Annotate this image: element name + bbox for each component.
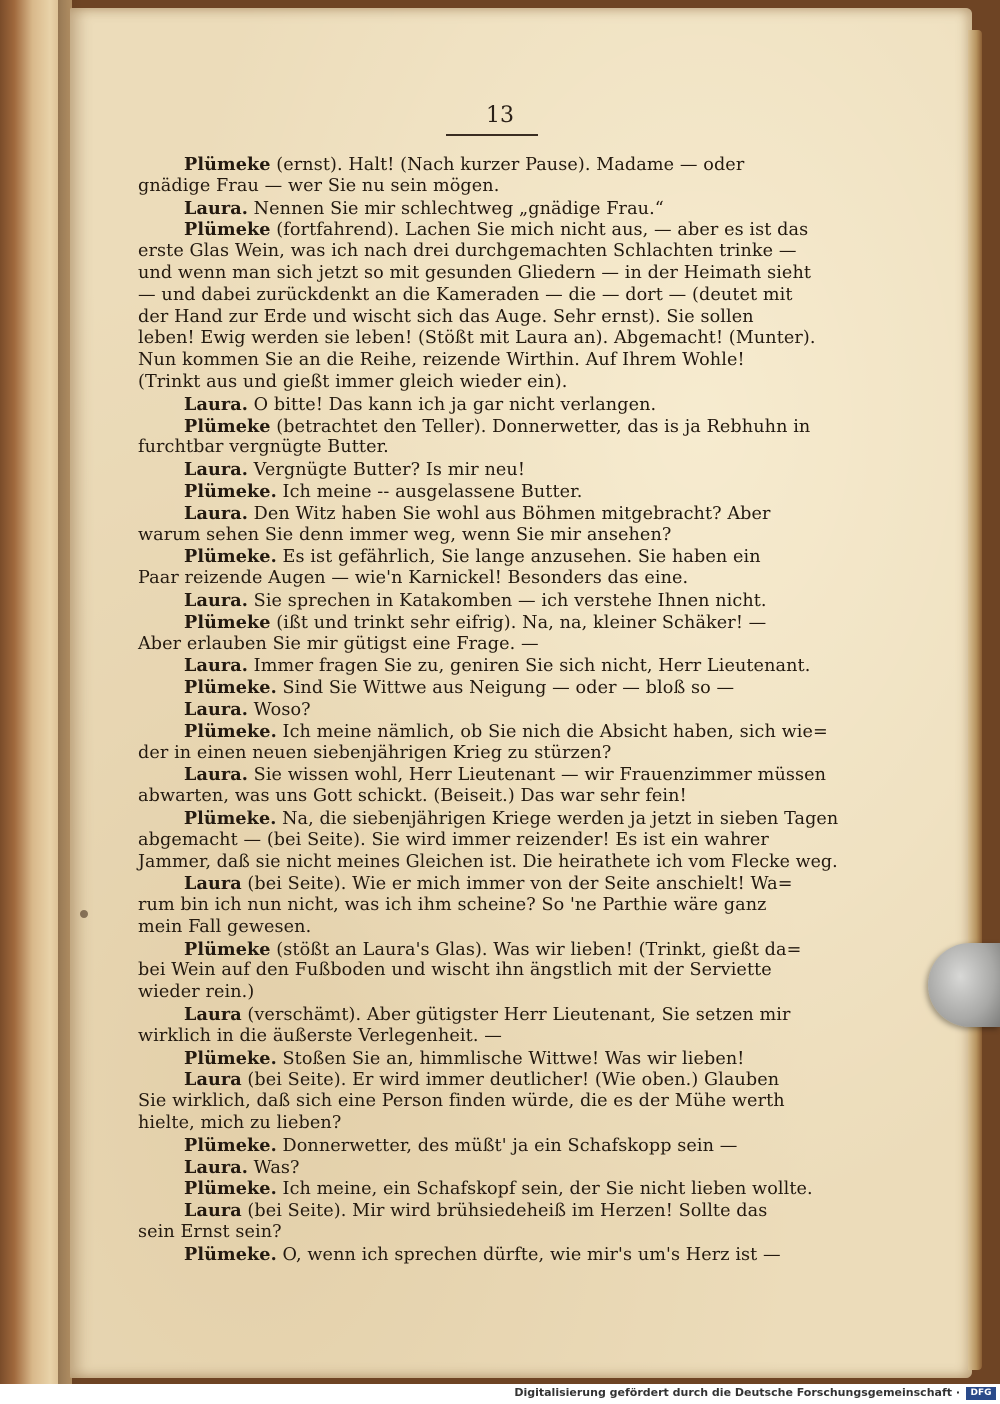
text-line [138,764,838,786]
text-line [138,1200,838,1222]
text-line [138,1178,838,1200]
line-text: der Hand zur Erde und wischt sich das Auge. Sehr ernst). Sie sollen [138,306,754,327]
speaker-name: Laura [184,873,242,895]
line-text: Woso? [247,699,311,720]
line-text: (bei Seite). Mir wird brühsiedeheiß im Herzen! Sollte das [241,1201,768,1222]
line-text: Vergnügte Butter? Is mir neu! [247,460,526,481]
text-line [138,328,838,350]
line-text: Was? [247,1157,300,1178]
speaker-name: Laura. [184,197,248,219]
line-text: Ich meine, ein Schafskopf sein, der Sie nicht lieben wollte. [276,1179,813,1200]
line-text: abgemacht — (bei Seite). Sie wird immer reizender! Es ist ein wahrer [138,829,769,850]
text-line [138,307,838,329]
line-text: (Trinkt aus und gießt immer gleich wieder ein). [138,371,568,392]
speaker-name: Laura [184,1004,242,1026]
line-text: hielte, mich zu lieben? [138,1113,342,1134]
line-text: warum sehen Sie denn immer weg, wenn Sie mir ansehen? [138,524,672,545]
speaker-name: Laura. [184,393,248,415]
page-number: 13 [486,103,514,128]
text-line [138,285,838,307]
line-text: sein Ernst sein? [138,1222,282,1243]
line-text: wirklich in die äußerste Verlegenheit. — [138,1025,502,1046]
line-text: wieder rein.) [138,982,255,1003]
line-text: (ißt und trinkt sehr eifrig). Na, na, kleiner Schäker! — [270,612,767,633]
line-text: O bitte! Das kann ich ja gar nicht verlangen. [247,394,657,415]
speaker-name: Plümeke. [184,1047,277,1069]
line-text: (fortfahrend). Lachen Sie mich nicht aus, — aber es ist das [270,220,809,241]
text-line [138,873,838,895]
speaker-name: Plümeke [184,611,271,633]
line-text: Den Witz haben Sie wohl aus Böhmen mitgebracht? Aber [247,503,771,524]
speaker-name: Laura. [184,764,248,786]
line-text: Sie sprechen in Katakomben — ich verstehe Ihnen nicht. [247,590,767,611]
line-text: bei Wein auf den Fußboden und wischt ihn ängstlich mit der Serviette [138,960,772,981]
page-number-rule [446,134,538,136]
text-line [138,437,838,459]
text-line [138,743,838,765]
line-text: (ernst). Halt! (Nach kurzer Pause). Madame — oder [270,155,745,175]
line-text: Es ist gefährlich, Sie lange anzusehen. Sie haben ein [276,547,761,568]
line-text: der in einen neuen siebenjährigen Krieg zu stürzen? [138,742,612,763]
text-line [138,1135,838,1157]
speaker-name: Plümeke [184,154,271,175]
line-text: (stößt an Laura's Glas). Was wir lieben! (Trinkt, gießt da= [270,939,802,960]
text-line [138,241,838,263]
line-text: und wenn man sich jetzt so mit gesunden Gliedern — in der Heimath sieht [138,262,812,283]
text-line [138,568,838,590]
text-line [138,1244,838,1266]
speaker-name: Plümeke. [184,677,277,699]
text-line [138,1222,838,1244]
speaker-name: Plümeke [184,938,271,960]
text-line [138,1026,838,1048]
line-text: gnädige Frau — wer Sie nu sein mögen. [138,175,500,196]
line-text: erste Glas Wein, was ich nach drei durchgemachten Schlachten trinke — [138,241,797,262]
line-text: — und dabei zurückdenkt an die Kameraden — die — dort — (deutet mit [138,284,793,305]
speaker-name: Plümeke. [184,546,277,568]
line-text: Ich meine -- ausgelassene Butter. [276,481,583,502]
speaker-name: Plümeke. [184,1243,277,1265]
text-line [138,917,838,939]
text-line [138,895,838,917]
text-line [138,612,838,634]
text-line [138,372,838,394]
footer-bar [0,1384,1000,1404]
page-stain [80,910,88,918]
text-line [138,525,838,547]
speaker-name: Laura. [184,589,248,611]
line-text: O, wenn ich sprechen dürfte, wie mir's um's Herz ist — [276,1244,781,1265]
line-text: Jammer, daß sie nicht meines Gleichen ist. Die heirathete ich vom Flecke weg. [138,851,838,872]
line-text: mein Fall gewesen. [138,916,312,937]
text-line [138,1113,838,1135]
speaker-name: Plümeke [184,219,271,241]
line-text: Sie wirklich, daß sich eine Person finden würde, die es der Mühe werth [138,1091,785,1112]
text-line [138,1069,838,1091]
speaker-name: Laura. [184,502,248,524]
text-line [138,590,838,612]
text-line [138,350,838,372]
text-line [138,1004,838,1026]
text-line [138,459,838,481]
text-line [138,481,838,503]
text-line [138,176,838,198]
page-edge-right [968,30,982,1370]
text-line [138,786,838,808]
speaker-name: Laura [184,1069,242,1091]
speaker-name: Laura. [184,655,248,677]
line-text: Aber erlauben Sie mir gütigst eine Frage. — [138,633,539,654]
line-text: Paar reizende Augen — wie'n Karnickel! Besonders das eine. [138,568,689,589]
text-line [138,655,838,677]
text-line [138,154,838,176]
text-line [138,1091,838,1113]
play-text-body [138,154,838,1266]
line-text: Sie wissen wohl, Herr Lieutenant — wir Frauenzimmer müssen [247,765,827,786]
speaker-name: Plümeke [184,415,271,437]
text-line [138,219,838,241]
line-text: Donnerwetter, des müßt' ja ein Schafskopp sein — [276,1135,738,1156]
speaker-name: Laura [184,1200,242,1222]
line-text: furchtbar vergnügte Butter. [138,437,389,458]
line-text: (bei Seite). Wie er mich immer von der Seite anschielt! Wa= [241,874,793,895]
text-line [138,394,838,416]
text-line [138,851,838,874]
text-line [138,699,838,721]
text-line [138,807,839,830]
text-line [138,830,838,852]
speaker-name: Plümeke. [184,1134,277,1156]
line-text: Na, die siebenjährigen Kriege werden ja jetzt in sieben Tagen [276,808,839,829]
line-text: leben! Ewig werden sie leben! (Stößt mit Laura an). Abgemacht! (Munter). [138,328,816,349]
text-line [138,198,838,220]
line-text: abwarten, was uns Gott schickt. (Beiseit.) Das war sehr fein! [138,786,687,807]
speaker-name: Plümeke. [184,1178,277,1200]
speaker-name: Laura. [184,1156,248,1178]
text-line [138,939,838,961]
speaker-name: Laura. [184,698,248,720]
line-text: (betrachtet den Teller). Donnerwetter, das is ja Rebhuhn in [270,416,811,437]
text-line [138,1157,838,1179]
text-line [138,546,838,568]
line-text: Nun kommen Sie an die Reihe, reizende Wirthin. Auf Ihrem Wohle! [138,350,745,371]
text-line [138,677,838,699]
text-line [138,721,838,743]
text-line [138,263,838,285]
speaker-name: Plümeke. [184,480,277,502]
line-text: Nennen Sie mir schlechtweg „gnädige Frau.“ [247,198,664,219]
line-text: Stoßen Sie an, himmlische Wittwe! Was wir lieben! [276,1048,745,1069]
text-line [138,503,838,525]
footer-credit: Digitalisierung gefördert durch die Deutsche Forschungsgemeinschaft · [514,1386,960,1399]
text-line [138,982,838,1004]
speaker-name: Plümeke. [183,807,277,829]
speaker-name: Plümeke. [184,720,277,742]
line-text: (bei Seite). Er wird immer deutlicher! (Wie oben.) Glauben [241,1070,780,1091]
dfg-logo: DFG [966,1387,996,1400]
text-line [138,416,838,438]
line-text: rum bin ich nun nicht, was ich ihm scheine? So 'ne Parthie wäre ganz [138,895,767,916]
text-line [138,634,838,656]
speaker-name: Laura. [184,459,248,481]
text-line [138,960,838,982]
line-text: Sind Sie Wittwe aus Neigung — oder — bloß so — [276,678,735,699]
line-text: (verschämt). Aber gütigster Herr Lieutenant, Sie setzen mir [241,1005,791,1026]
line-text: Ich meine nämlich, ob Sie nich die Absicht haben, sich wie= [276,721,828,742]
text-line [138,1048,838,1070]
line-text: Immer fragen Sie zu, geniren Sie sich nicht, Herr Lieutenant. [247,656,811,677]
